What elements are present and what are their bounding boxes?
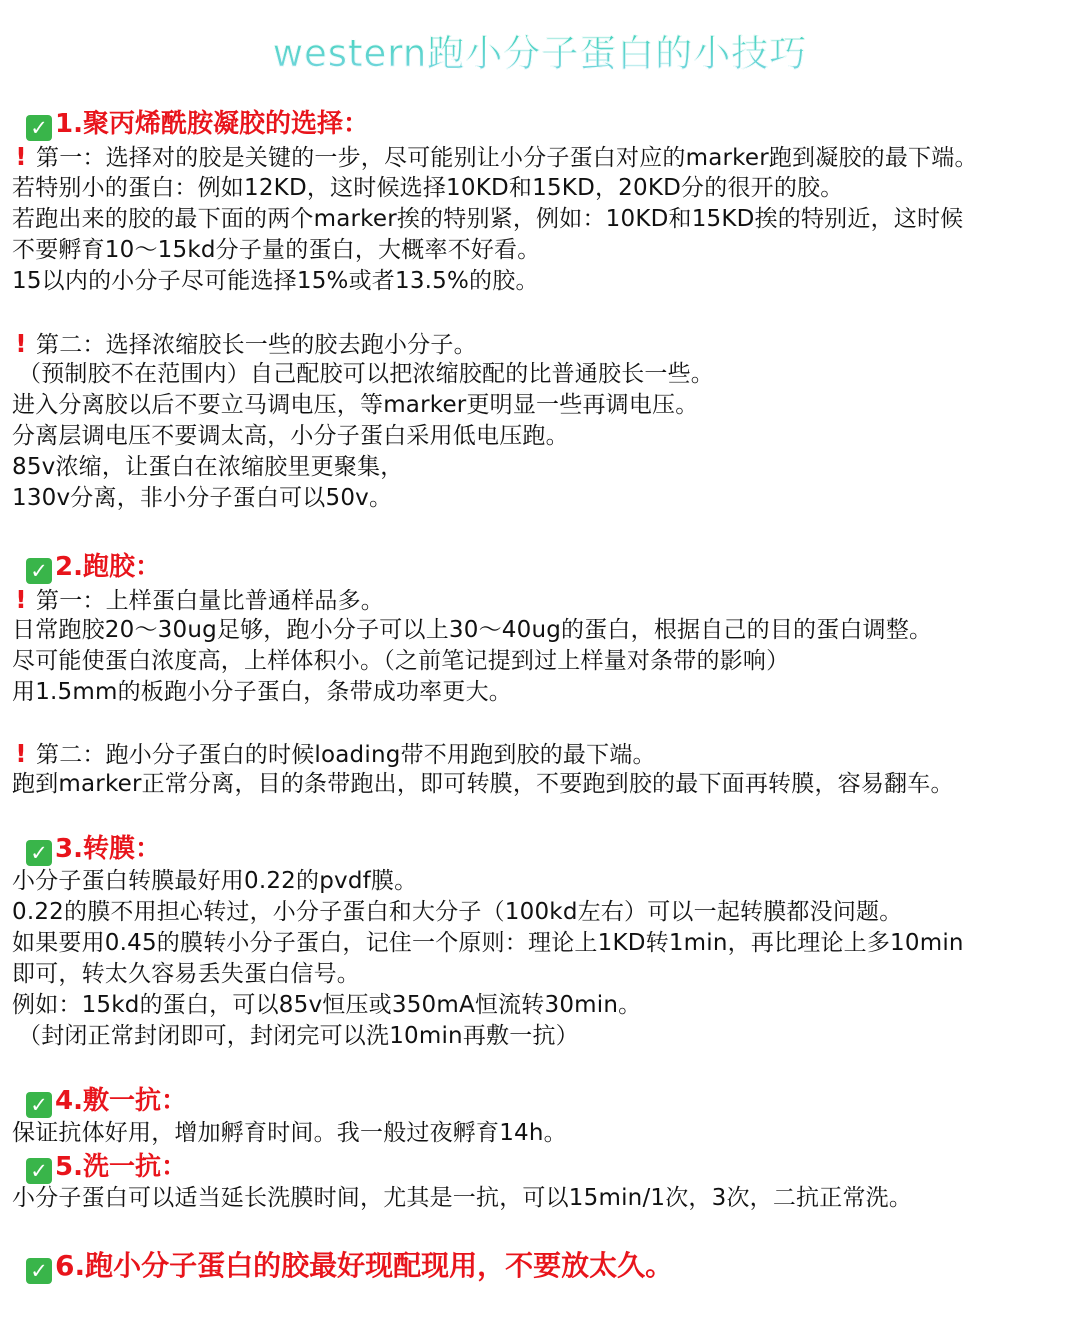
section-1-line: 分离层调电压不要调太高，小分子蛋白采用低电压跑。 bbox=[12, 423, 569, 449]
section-2-lead-2 bbox=[10, 738, 656, 771]
lead-text: 第一：选择对的胶是关键的一步，尽可能别让小分子蛋白对应的marker跑到凝胶的最下端。 bbox=[36, 145, 978, 171]
section-1-line: 进入分离胶以后不要立马调电压，等marker更明显一些再调电压。 bbox=[12, 392, 699, 418]
section-3-line: （封闭正常封闭即可，封闭完可以洗10min再敷一抗） bbox=[18, 1023, 579, 1049]
section-heading-2 bbox=[26, 550, 161, 584]
section-heading-5 bbox=[26, 1150, 187, 1184]
section-1-line: 若跑出来的胶的最下面的两个marker挨的特别紧，例如：10KD和15KD挨的特别近，这时候 bbox=[12, 206, 964, 232]
section-1-lead-2 bbox=[10, 328, 477, 361]
section-2-line: 跑到marker正常分离，目的条带跑出，即可转膜，不要跑到胶的最下面再转膜，容易翻车。 bbox=[12, 771, 954, 797]
exclamation-icon: ! bbox=[15, 142, 27, 171]
check-box-icon: ✓ bbox=[26, 558, 52, 584]
section-1-lead-1 bbox=[10, 141, 978, 174]
section-1-line: （预制胶不在范围内）自己配胶可以把浓缩胶配的比普通胶长一些。 bbox=[18, 361, 714, 387]
exclamation-icon: ! bbox=[15, 585, 27, 614]
lead-text: 第二：选择浓缩胶长一些的胶去跑小分子。 bbox=[36, 332, 477, 358]
section-2-line: 用1.5mm的板跑小分子蛋白，条带成功率更大。 bbox=[12, 679, 512, 705]
section-3-line: 如果要用0.45的膜转小分子蛋白，记住一个原则：理论上1KD转1min，再比理论上多10min bbox=[12, 930, 964, 956]
check-box-icon: ✓ bbox=[26, 1092, 52, 1118]
section-3-line: 例如：15kd的蛋白，可以85v恒压或350mA恒流转30min。 bbox=[12, 992, 642, 1018]
section-2-lead-1 bbox=[10, 584, 384, 617]
lead-text: 第二：跑小分子蛋白的时候loading带不用跑到胶的最下端。 bbox=[36, 742, 656, 768]
section-2-line: 日常跑胶20～30ug足够，跑小分子可以上30～40ug的蛋白，根据自己的目的蛋白调整。 bbox=[12, 617, 933, 643]
section-heading-5-text: 5.洗一抗： bbox=[55, 1152, 187, 1182]
section-3-line: 0.22的膜不用担心转过，小分子蛋白和大分子（100kd左右）可以一起转膜都没问题。 bbox=[12, 899, 903, 925]
check-box-icon: ✓ bbox=[26, 1258, 52, 1284]
section-1-line: 15以内的小分子尽可能选择15%或者13.5%的胶。 bbox=[12, 268, 539, 294]
page-title: western跑小分子蛋白的小技巧 bbox=[0, 28, 1080, 80]
section-1-line: 不要孵育10～15kd分子量的蛋白，大概率不好看。 bbox=[12, 237, 541, 263]
check-box-icon: ✓ bbox=[26, 115, 52, 141]
section-heading-1 bbox=[26, 107, 369, 141]
section-4-line: 保证抗体好用，增加孵育时间。我一般过夜孵育14h。 bbox=[12, 1120, 567, 1146]
section-1-line: 若特别小的蛋白：例如12KD，这时候选择10KD和15KD，20KD分的很开的胶。 bbox=[12, 175, 844, 201]
section-2-line: 尽可能使蛋白浓度高，上样体积小。（之前笔记提到过上样量对条带的影响） bbox=[12, 648, 790, 674]
section-heading-3 bbox=[26, 832, 161, 866]
section-1-line: 85v浓缩，让蛋白在浓缩胶里更聚集， bbox=[12, 454, 404, 480]
lead-text: 第一：上样蛋白量比普通样品多。 bbox=[36, 588, 384, 614]
section-heading-6-text: 6.跑小分子蛋白的胶最好现配现用，不要放太久。 bbox=[55, 1249, 674, 1282]
section-3-line: 即可，转太久容易丢失蛋白信号。 bbox=[12, 961, 360, 987]
exclamation-icon: ! bbox=[15, 329, 27, 358]
section-1-line: 130v分离，非小分子蛋白可以50v。 bbox=[12, 485, 393, 511]
check-box-icon: ✓ bbox=[26, 840, 52, 866]
section-heading-1-text: 1.聚丙烯酰胺凝胶的选择： bbox=[55, 109, 369, 139]
section-heading-4-text: 4.敷一抗： bbox=[55, 1086, 187, 1116]
section-heading-4 bbox=[26, 1084, 187, 1118]
exclamation-icon: ! bbox=[15, 739, 27, 768]
section-5-line: 小分子蛋白可以适当延长洗膜时间，尤其是一抗，可以15min/1次，3次，二抗正常洗。 bbox=[12, 1185, 913, 1211]
section-3-line: 小分子蛋白转膜最好用0.22的pvdf膜。 bbox=[12, 868, 418, 894]
section-heading-6 bbox=[26, 1249, 673, 1284]
section-heading-2-text: 2.跑胶： bbox=[55, 552, 161, 582]
check-box-icon: ✓ bbox=[26, 1158, 52, 1184]
section-heading-3-text: 3.转膜： bbox=[55, 834, 161, 864]
